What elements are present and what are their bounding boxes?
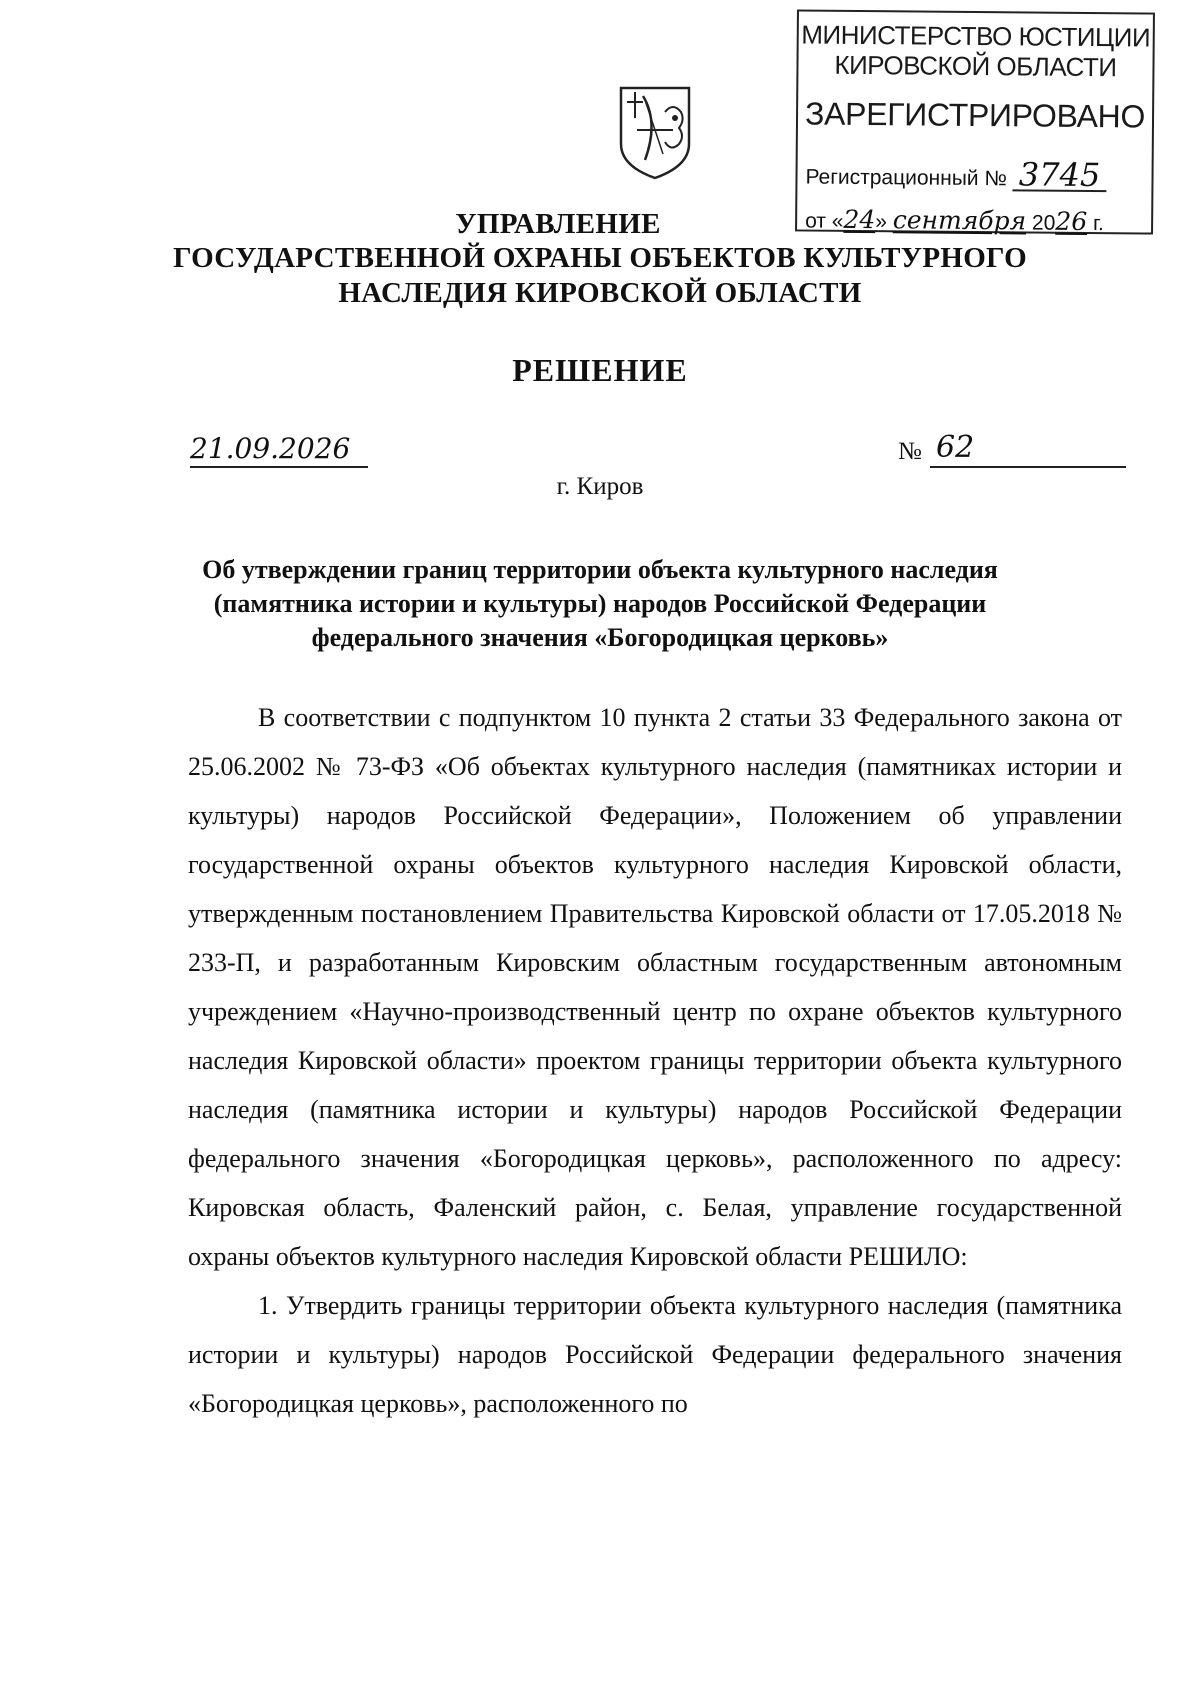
stamp-date-year-prefix: 20: [1026, 211, 1056, 235]
decision-date: 21.09.2026: [190, 432, 368, 468]
stamp-registration-number: 3745: [1013, 159, 1107, 192]
stamp-date-prefix: от «: [805, 209, 844, 233]
stamp-date-mid: »: [875, 210, 893, 234]
stamp-registration-row: [805, 155, 1106, 195]
title-line-1: Об утверждении границ территории объекта культурного наследия: [202, 555, 998, 584]
title-line-3: федерального значения «Богородицкая церковь»: [311, 623, 889, 652]
title-line-2: (памятника истории и культуры) народов Российской Федерации: [213, 589, 987, 618]
decision-number-label: №: [898, 438, 922, 465]
stamp-region-line: КИРОВСКОЙ ОБЛАСТИ: [834, 49, 1117, 83]
document-body: [188, 693, 1122, 1428]
preamble-paragraph: В соответствии с подпунктом 10 пункта 2 статьи 33 Федерального закона от 25.06.2002 № 73-ФЗ «Об объектах культурного наследия (памятниках истории и культуры) народов Российской Федерации», Положением об управлении государственной охраны объектов культурного наследия Кировской области, утвержденным постановлением Правительства Кировской области от 17.05.2018 № 233-П, и разработанным Кировским областным государственным автономным учреждением «Научно-производственный центр по охране объектов культурного наследия Кировской области» проектом границы территории объекта культурного наследия (памятника истории и культуры) народов Российской Федерации федерального значения «Богородицкая церковь», расположенного по адресу: Кировская область, Фаленский район, с. Белая, управление государственной охраны объектов культурного наследия Кировской области РЕШИЛО:: [188, 703, 1122, 1271]
stamp-date-suffix: г.: [1087, 211, 1105, 236]
header-line-2: ГОСУДАРСТВЕННОЙ ОХРАНЫ ОБЪЕКТОВ КУЛЬТУРНОГО: [173, 242, 1027, 274]
coat-of-arms-icon: [615, 82, 695, 182]
stamp-registration-label: Регистрационный №: [805, 165, 1008, 191]
stamp-ministry-line: МИНИСТЕРСТВО ЮСТИЦИИ: [801, 19, 1151, 53]
header-line-1: УПРАВЛЕНИЕ: [455, 208, 661, 240]
stamp-date-year-suffix: 26: [1055, 206, 1088, 236]
stamp-date-month: сентября: [892, 205, 1027, 236]
item-1-paragraph: 1. Утвердить границы территории объекта культурного наследия (памятника истории и культуры) народов Российской Федерации федерального значения «Богородицкая церковь», расположенного по: [188, 1291, 1122, 1418]
decision-number: 62: [930, 430, 1126, 468]
stamp-registered-label: ЗАРЕГИСТРИРОВАНО: [804, 95, 1146, 135]
registration-stamp: [795, 9, 1155, 234]
stamp-date-day: 24: [843, 204, 876, 235]
header-line-3: НАСЛЕДИЯ КИРОВСКОЙ ОБЛАСТИ: [338, 277, 862, 309]
document-type: РЕШЕНИЕ: [512, 352, 688, 388]
city: г. Киров: [556, 473, 644, 500]
